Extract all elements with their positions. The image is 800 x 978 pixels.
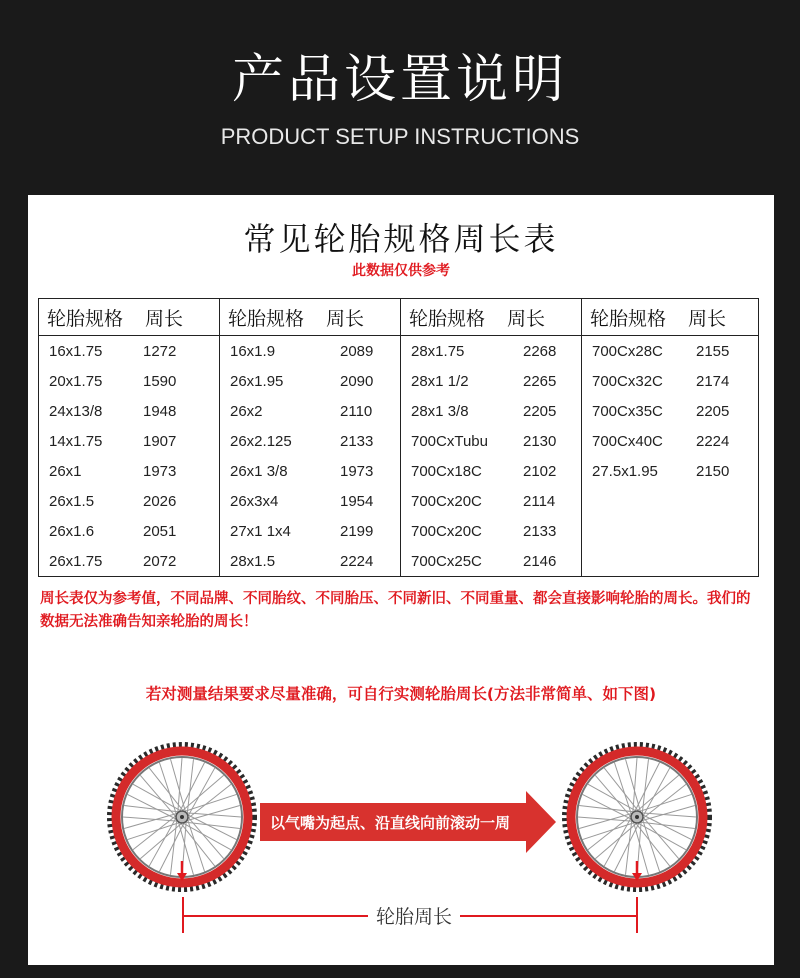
circumference-value: 1948 bbox=[143, 402, 177, 420]
table-cell bbox=[220, 516, 401, 546]
table-cell bbox=[220, 426, 401, 456]
circumference-value: 2114 bbox=[523, 492, 556, 510]
circumference-value: 2155 bbox=[696, 342, 730, 360]
instruction-card bbox=[28, 195, 774, 965]
roll-arrow-label: 以气嘴为起点、沿直线向前滚动一周 bbox=[269, 814, 511, 832]
tire-size: 14x1.75 bbox=[49, 432, 103, 450]
circumference-value: 2146 bbox=[523, 552, 557, 570]
measure-line bbox=[183, 897, 637, 933]
valve-marker-left bbox=[177, 861, 187, 881]
circumference-value: 2224 bbox=[696, 432, 730, 450]
circumference-value: 1907 bbox=[143, 432, 177, 450]
tire-size: 700Cx20C bbox=[411, 522, 482, 540]
tire-spec-table bbox=[38, 298, 759, 577]
table-cell bbox=[39, 336, 220, 367]
tire-size: 26x1.75 bbox=[49, 552, 103, 570]
reference-note: 周长表仅为参考值，不同品牌、不同胎纹、不同胎压、不同新旧、不同重量、都会直接影响轮胎的周长。我们的数据无法准确告知亲轮胎的周长！ bbox=[40, 591, 751, 630]
circumference-value: 2130 bbox=[523, 432, 557, 450]
table-cell bbox=[401, 546, 582, 577]
table-row bbox=[39, 366, 759, 396]
circumference-value: 2133 bbox=[340, 432, 374, 450]
table-header-cell: 轮胎规格 周长 bbox=[401, 299, 582, 336]
tire-size: 28x1 3/8 bbox=[411, 402, 469, 420]
tire-size: 26x1 3/8 bbox=[230, 462, 288, 480]
table-cell bbox=[39, 426, 220, 456]
tire-size: 16x1.9 bbox=[230, 342, 276, 360]
table-cell bbox=[582, 336, 759, 367]
tire-size: 700Cx35C bbox=[592, 402, 663, 420]
circumference-value: 2268 bbox=[523, 342, 557, 360]
tire-size: 16x1.75 bbox=[49, 342, 103, 360]
table-cell bbox=[401, 486, 582, 516]
table-row bbox=[39, 486, 759, 516]
tire-size: 28x1.75 bbox=[411, 342, 465, 360]
table-row bbox=[39, 336, 759, 367]
table-cell bbox=[401, 366, 582, 396]
table-cell bbox=[582, 456, 759, 486]
table-header-cell: 轮胎规格 周长 bbox=[582, 299, 759, 336]
tire-size: 700Cx28C bbox=[592, 342, 663, 360]
table-disclaimer: 此数据仅供参考 bbox=[352, 263, 450, 279]
tire-size: 700Cx20C bbox=[411, 492, 482, 510]
tire-size: 700Cx25C bbox=[411, 552, 482, 570]
circumference-value: 2174 bbox=[696, 372, 730, 390]
tire-size: 700Cx18C bbox=[411, 462, 482, 480]
roll-arrow bbox=[260, 791, 556, 853]
table-cell bbox=[39, 366, 220, 396]
table-cell bbox=[401, 516, 582, 546]
circumference-value: 1954 bbox=[340, 492, 374, 510]
page-title: 产品设置说明 bbox=[231, 50, 568, 110]
table-cell bbox=[39, 486, 220, 516]
tire-size: 20x1.75 bbox=[49, 372, 103, 390]
tire-size: 28x1.5 bbox=[230, 552, 276, 570]
tire-size: 24x13/8 bbox=[49, 402, 103, 420]
table-cell bbox=[220, 456, 401, 486]
table-cell bbox=[582, 366, 759, 396]
measure-label: 轮胎周长 bbox=[375, 906, 453, 928]
tire-size: 700Cx40C bbox=[592, 432, 663, 450]
tire-size: 26x2.125 bbox=[230, 432, 292, 450]
table-cell bbox=[220, 546, 401, 577]
circumference-value: 1973 bbox=[143, 462, 177, 480]
circumference-value: 2072 bbox=[143, 552, 177, 570]
page-subtitle: PRODUCT SETUP INSTRUCTIONS bbox=[220, 124, 580, 149]
circumference-value: 2090 bbox=[340, 372, 374, 390]
table-cell bbox=[582, 516, 759, 546]
table-cell bbox=[401, 396, 582, 426]
circumference-value: 1272 bbox=[143, 342, 177, 360]
circumference-value: 2205 bbox=[523, 402, 557, 420]
table-row bbox=[39, 396, 759, 426]
tire-size: 26x3x4 bbox=[230, 492, 279, 510]
table-cell bbox=[39, 456, 220, 486]
table-cell bbox=[220, 336, 401, 367]
table-header-row bbox=[39, 299, 759, 336]
table-cell bbox=[401, 426, 582, 456]
circumference-value: 2133 bbox=[523, 522, 557, 540]
circumference-value: 2199 bbox=[340, 522, 374, 540]
table-cell bbox=[39, 396, 220, 426]
circumference-value: 2265 bbox=[523, 372, 557, 390]
header bbox=[0, 0, 800, 195]
table-cell bbox=[401, 336, 582, 367]
table-cell bbox=[582, 426, 759, 456]
circumference-value: 2205 bbox=[696, 402, 730, 420]
tire-size: 26x1 bbox=[49, 462, 82, 480]
tire-size: 26x1.95 bbox=[230, 372, 284, 390]
table-header-cell: 轮胎规格 周长 bbox=[220, 299, 401, 336]
table-cell bbox=[582, 486, 759, 516]
table-cell bbox=[220, 396, 401, 426]
circumference-value: 2051 bbox=[143, 522, 177, 540]
table-row bbox=[39, 456, 759, 486]
tire-size: 700CxTubu bbox=[411, 432, 488, 450]
table-cell bbox=[220, 366, 401, 396]
circumference-value: 2089 bbox=[340, 342, 374, 360]
tire-size: 26x2 bbox=[230, 402, 263, 420]
circumference-value: 2224 bbox=[340, 552, 374, 570]
circumference-value: 2110 bbox=[340, 402, 373, 420]
table-cell bbox=[582, 396, 759, 426]
table-cell bbox=[401, 456, 582, 486]
circumference-value: 2150 bbox=[696, 462, 730, 480]
table-cell bbox=[39, 516, 220, 546]
tire-size: 27x1 1x4 bbox=[230, 522, 291, 540]
valve-marker-right bbox=[632, 861, 642, 881]
tire-size: 700Cx32C bbox=[592, 372, 663, 390]
circumference-value: 1973 bbox=[340, 462, 374, 480]
table-cell bbox=[39, 546, 220, 577]
circumference-value: 2026 bbox=[143, 492, 177, 510]
tire-size: 26x1.5 bbox=[49, 492, 95, 510]
tire-size: 28x1 1/2 bbox=[411, 372, 469, 390]
table-row bbox=[39, 516, 759, 546]
table-header-cell: 轮胎规格 周长 bbox=[39, 299, 220, 336]
table-row bbox=[39, 546, 759, 577]
table-row bbox=[39, 426, 759, 456]
circumference-value: 1590 bbox=[143, 372, 177, 390]
circumference-value: 2102 bbox=[523, 462, 557, 480]
tire-size: 27.5x1.95 bbox=[592, 462, 658, 480]
table-cell bbox=[582, 546, 759, 577]
measure-hint: 若对测量结果要求尽量准确，可自行实测轮胎周长(方法非常简单、如下图) bbox=[145, 685, 657, 703]
measurement-diagram bbox=[28, 735, 774, 965]
tire-size: 26x1.6 bbox=[49, 522, 95, 540]
table-title: 常见轮胎规格周长表 bbox=[243, 220, 559, 258]
table-cell bbox=[220, 486, 401, 516]
